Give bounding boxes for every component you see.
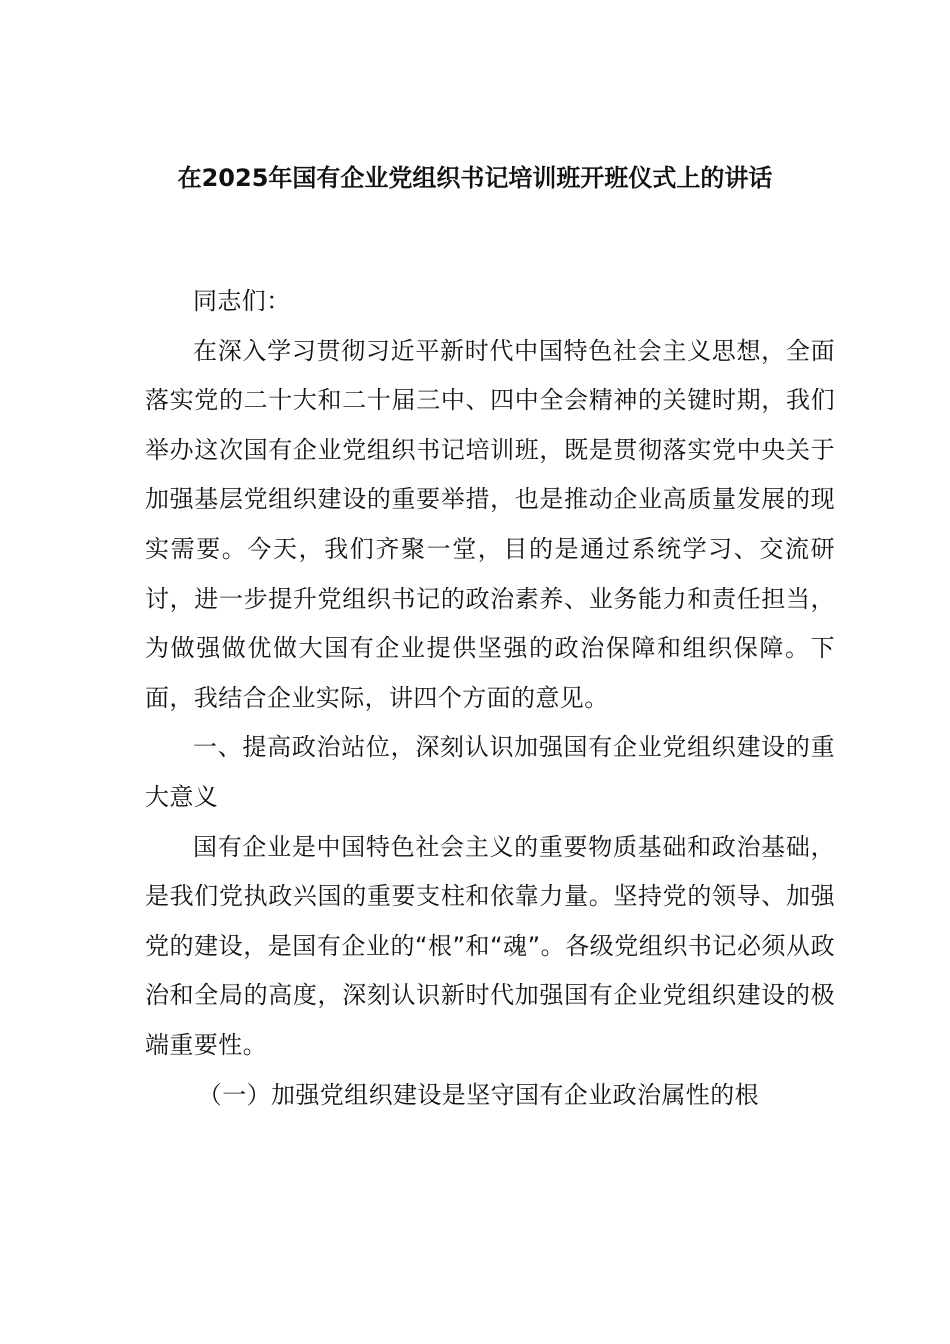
- document-title: 在2025年国有企业党组织书记培训班开班仪式上的讲话: [177, 164, 773, 192]
- salutation-paragraph: 同志们：: [193, 287, 291, 315]
- section-heading-1: 一、提高政治站位，深刻认识加强国有企业党组织建设的重大意义: [145, 733, 835, 811]
- subsection-heading-1: （一）加强党组织建设是坚守国有企业政治属性的根: [197, 1080, 759, 1109]
- document-body: [145, 277, 835, 1120]
- intro-paragraph: 在深入学习贯彻习近平新时代中国特色社会主义思想，全面落实党的二十大和二十届三中、四中全会精神的关键时期，我们举办这次国有企业党组织书记培训班，既是贯彻落实党中央关于加强基层党组织建设的重要举措，也是推动企业高质量发展的现实需要。今天，我们齐聚一堂，目的是通过系统学习、交流研讨，进一步提升党组织书记的政治素养、业务能力和责任担当，为做强做优做大国有企业提供坚强的政治保障和组织保障。下面，我结合企业实际，讲四个方面的意见。: [145, 336, 835, 712]
- section-1-paragraph: 国有企业是中国特色社会主义的重要物质基础和政治基础，是我们党执政兴国的重要支柱和依靠力量。坚持党的领导、加强党的建设，是国有企业的“根”和“魂”。各级党组织书记必须从政治和全局的高度，深刻认识新时代加强国有企业党组织建设的极端重要性。: [145, 832, 835, 1059]
